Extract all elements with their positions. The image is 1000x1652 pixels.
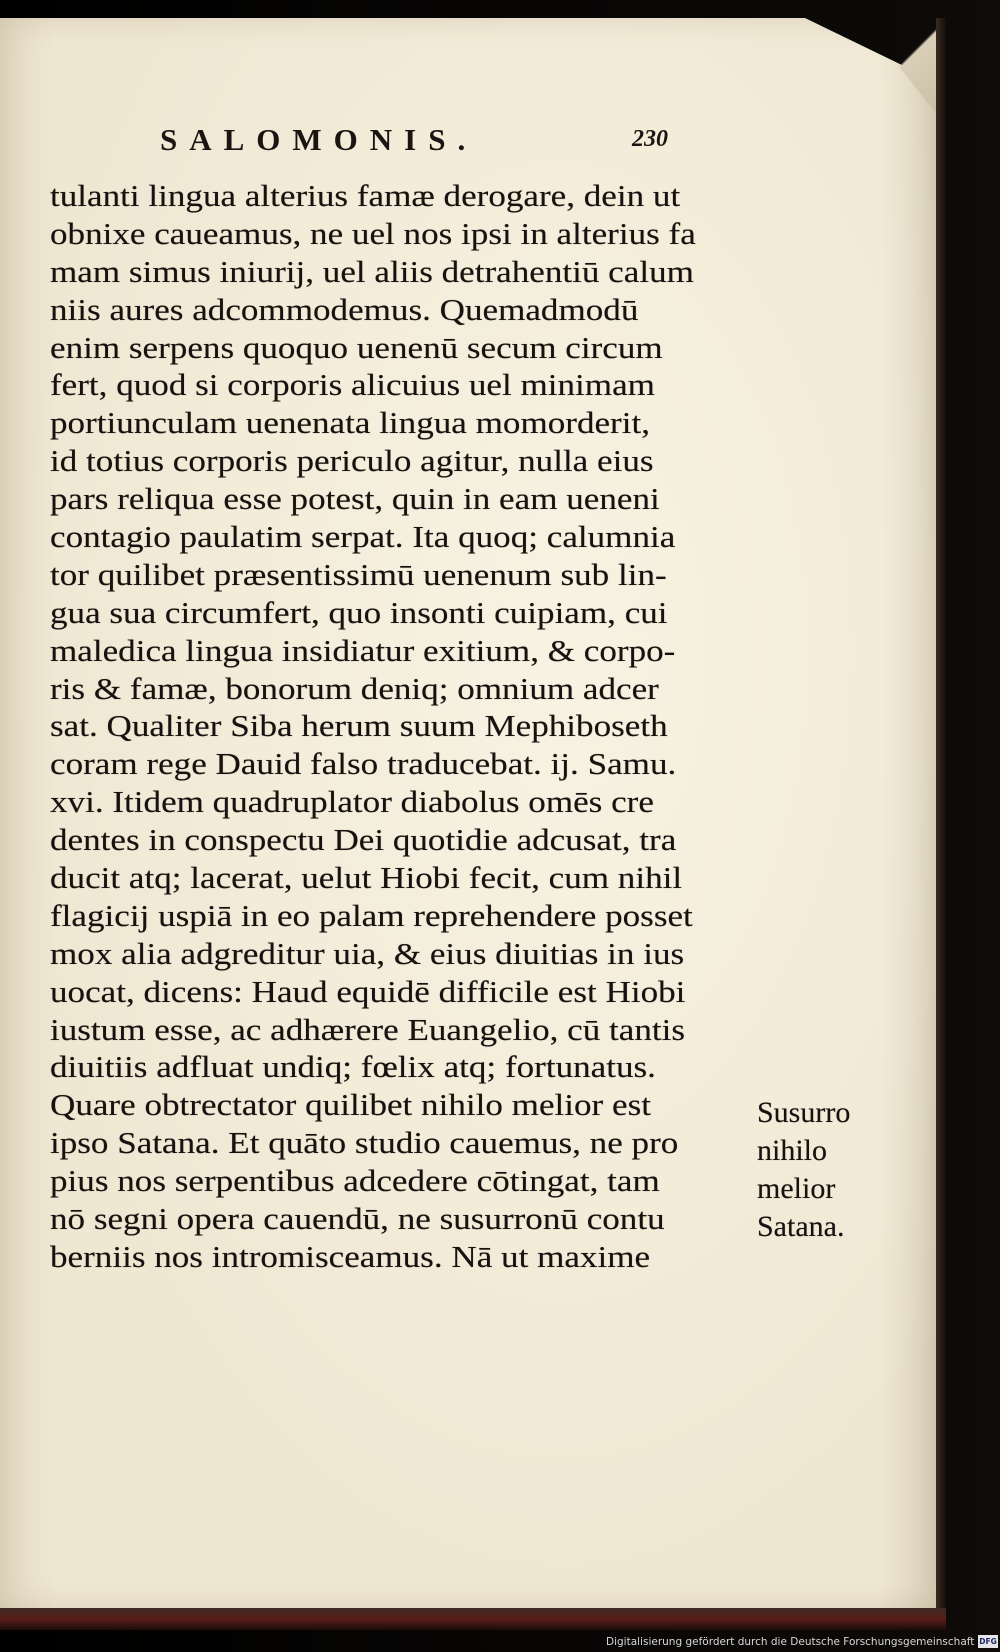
- main-text-block: [50, 178, 750, 1277]
- text-line: berniis nos intromisceamus. Nā ut maxime: [50, 1239, 651, 1274]
- dfg-logo: DFG: [979, 1637, 997, 1646]
- digitization-credit: Digitalisierung gefördert durch die Deutsche Forschungsgemeinschaft: [606, 1636, 975, 1648]
- text-line: ducit atq; lacerat, uelut Hiobi fecit, cum nihil: [50, 861, 683, 896]
- text-line: sat. Qualiter Siba herum suum Mephiboseth: [50, 709, 668, 744]
- text-line: coram rege Dauid falso traducebat. ij. Samu.: [50, 747, 677, 782]
- text-line: flagicij uspiā in eo palam reprehendere posset: [50, 898, 693, 933]
- text-line: nō segni opera cauendū, ne susurronū contu: [50, 1202, 665, 1237]
- marginal-note-line: Susurro: [757, 1096, 851, 1129]
- text-line: pars reliqua esse potest, quin in eam ueneni: [50, 482, 660, 517]
- text-line: pius nos serpentibus adcedere cōtingat, tam: [50, 1164, 660, 1199]
- running-title: SALOMONIS.: [160, 122, 478, 157]
- text-line: iustum esse, ac adhærere Euangelio, cū tantis: [50, 1012, 686, 1047]
- marginal-note-line: nihilo: [757, 1134, 828, 1167]
- text-line: maledica lingua insidiatur exitium, & corpo-: [50, 633, 676, 668]
- text-line: enim serpens quoquo uenenū secum circum: [50, 330, 663, 365]
- text-line: id totius corporis periculo agitur, nulla eius: [50, 444, 654, 479]
- marginal-note-line: Satana.: [757, 1210, 845, 1243]
- page-edge: [936, 18, 946, 1608]
- text-line: mam simus iniurij, uel aliis detrahentiū calum: [50, 254, 694, 289]
- text-line: ris & famæ, bonorum deniq; omnium adcer: [50, 671, 659, 706]
- text-line: diuitiis adfluat undiq; fœlix atq; fortunatus.: [50, 1050, 656, 1085]
- text-line: gua sua circumfert, quo insonti cuipiam, cui: [50, 595, 668, 630]
- text-line: Quare obtrectator quilibet nihilo melior est: [50, 1088, 651, 1123]
- text-line: fert, quod si corporis alicuius uel minimam: [50, 368, 655, 403]
- text-line: niis aures adcommodemus. Quemadmodū: [50, 292, 639, 327]
- running-head: [160, 122, 680, 172]
- text-line: dentes in conspectu Dei quotidie adcusat, tra: [50, 823, 677, 858]
- text-line: ipso Satana. Et quāto studio cauemus, ne pro: [50, 1126, 679, 1161]
- text-line: portiunculam uenenata lingua momorderit,: [50, 406, 650, 441]
- text-line: tulanti lingua alterius famæ derogare, dein ut: [50, 179, 681, 213]
- text-line: xvi. Itidem quadruplator diabolus omēs cre: [50, 785, 654, 820]
- text-line: mox alia adgreditur uia, & eius diuitias in ius: [50, 936, 685, 971]
- marginal-note: [757, 1094, 897, 1246]
- text-line: contagio paulatim serpat. Ita quoq; calumnia: [50, 520, 676, 555]
- book-cover-edge: [0, 1608, 946, 1630]
- text-line: tor quilibet præsentissimū uenenum sub lin-: [50, 557, 667, 592]
- text-line: uocat, dicens: Haud equidē difficile est Hiobi: [50, 974, 686, 1009]
- marginal-note-line: melior: [757, 1172, 836, 1205]
- page-number: 230: [632, 126, 668, 152]
- text-line: obnixe caueamus, ne uel nos ipsi in alterius fa: [50, 216, 696, 251]
